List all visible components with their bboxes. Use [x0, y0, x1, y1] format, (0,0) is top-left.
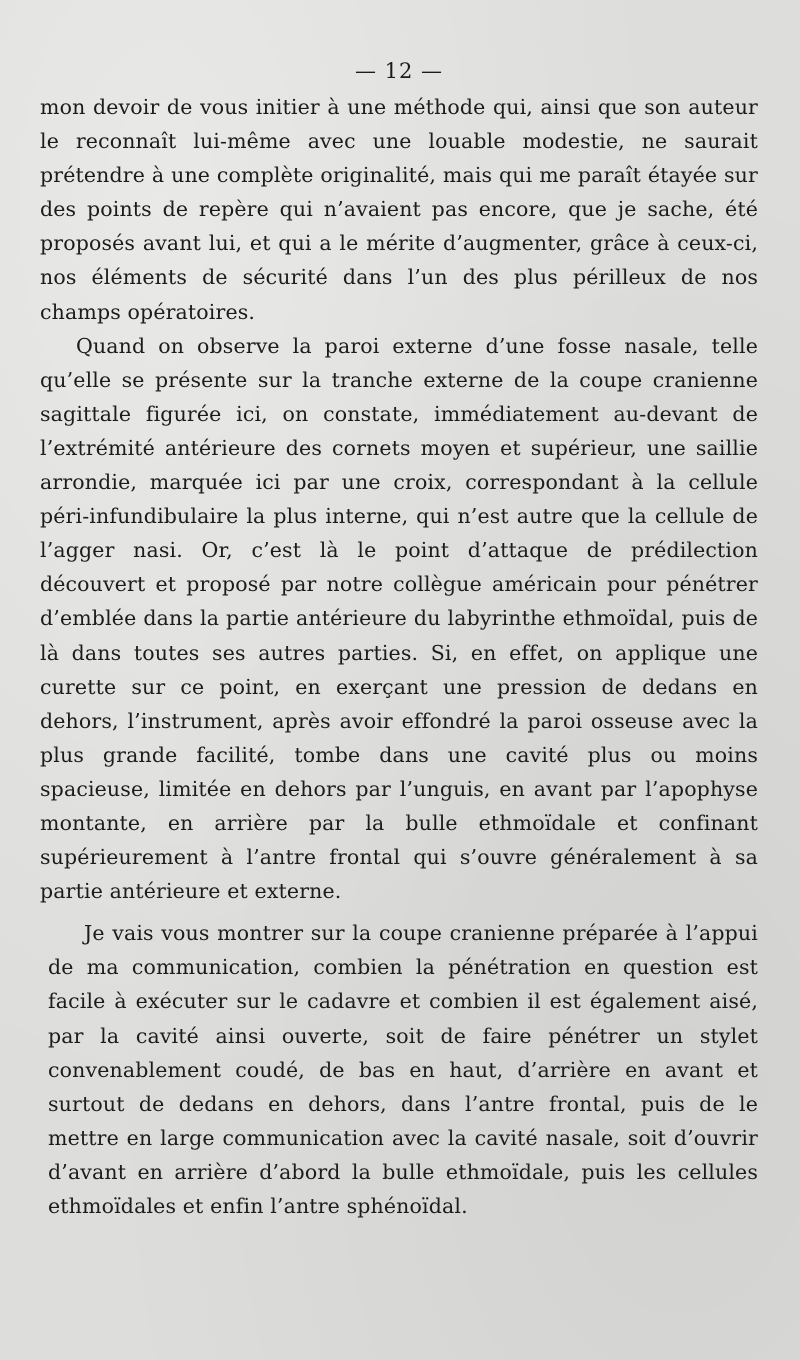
paragraph-3: Je vais vous montrer sur la coupe cranienne préparée à l’appui de ma communication, combien la pénétration en question est facile à exécuter sur le cadavre et combien il est également aisé, par la cavité ainsi ouverte, soit de faire pénétrer un stylet convenablement coudé, de bas en haut, d’arrière en avant et surtout de dedans en dehors, dans l’antre frontal, puis de le mettre en large communication avec la cavité nasale, soit d’ouvrir d’avant en arrière d’abord la bulle ethmoïdale, puis les cellules ethmoïdales et enfin l’antre sphénoïdal.: [48, 921, 758, 1218]
paragraph-2: Quand on observe la paroi externe d’une fosse nasale, telle qu’elle se présente sur la tranche externe de la coupe cranienne sagittale figurée ici, on constate, immédiatement au-devant de l’extrémité antérieure des cornets moyen et supérieur, une saillie arrondie, marquée ici par une croix, correspondant à la cellule péri-infundibulaire la plus interne, qui n’est autre que la cellule de l’agger nasi. Or, c’est là le point d’attaque de prédilection découvert et proposé par notre collègue américain pour pénétrer d’emblée dans la partie antérieure du labyrinthe ethmoïdal, puis de là dans toutes ses autres parties. Si, en effet, on applique une curette sur ce point, en exerçant une pression de dedans en dehors, l’instrument, après avoir effondré la paroi osseuse avec la plus grande facilité, tombe dans une cavité plus ou moins spacieuse, limitée en dehors par l’unguis, en avant par l’apophyse montante, en arrière par la bulle ethmoïdale et confinant supérieurement à l’antre frontal qui s’ouvre généralement à sa partie antérieure et externe.: [40, 333, 758, 904]
paragraph-1: mon devoir de vous initier à une méthode qui, ainsi que son auteur le reconnaît lui-même avec une louable modestie, ne saurait prétendre à une complète originalité, mais qui me paraît étayée sur des points de repère qui n’avaient pas encore, que je sache, été proposés avant lui, et qui a le mérite d’augmenter, grâce à ceux-ci, nos éléments de sécurité dans l’un des plus périlleux de nos champs opératoires.: [40, 95, 758, 324]
body-text: [40, 90, 758, 1223]
page-number: — 12 —: [354, 59, 444, 83]
